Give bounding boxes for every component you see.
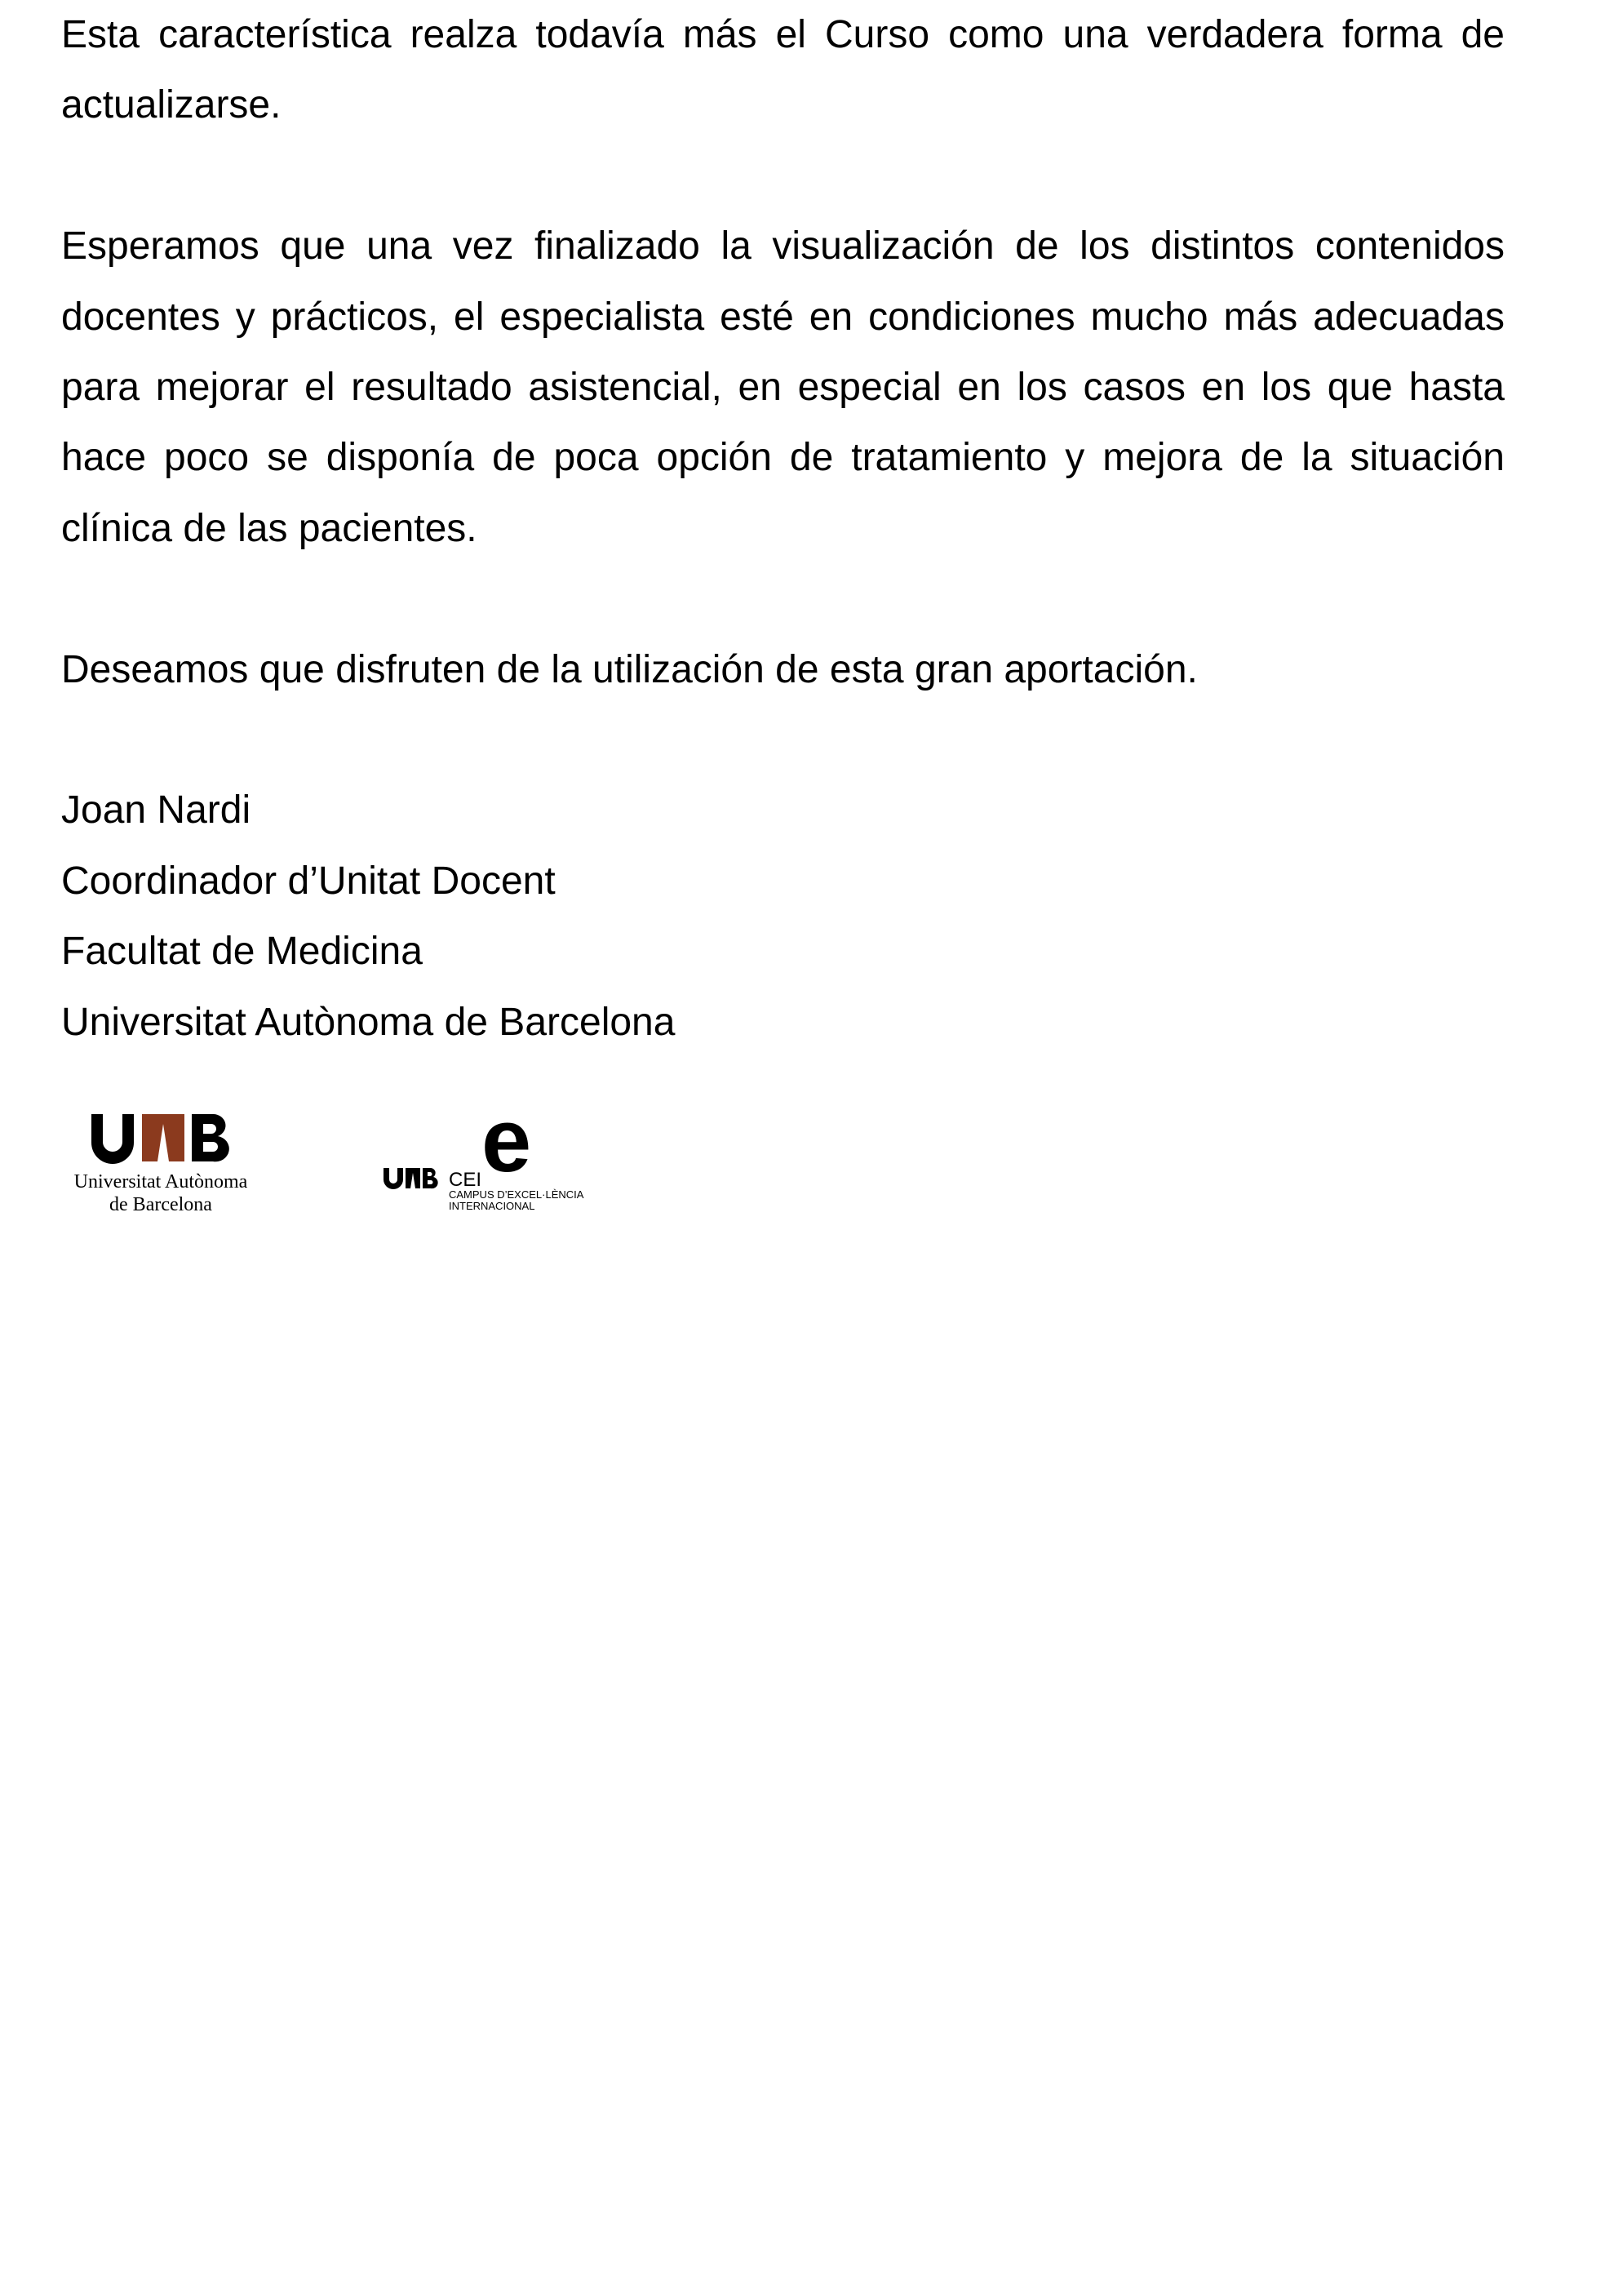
signature-name: Joan Nardi [61, 788, 251, 833]
cei-logo-text-line1: CAMPUS D’EXCEL·LÈNCIA [449, 1188, 584, 1201]
paragraph-1: Esta característica realza todavía más el Curso como una verdadera forma de actualizarse. [61, 13, 1505, 127]
signature-role: Coordinador d’Unitat Docent [61, 859, 556, 903]
uab-logo [61, 1106, 273, 1228]
logos-row [61, 1106, 632, 1228]
uab-logo-text-line1: Universitat Autònoma [73, 1171, 248, 1192]
paragraph-2: Esperamos que una vez finalizado la visualización de los distintos contenidos docentes y prácticos, el especialista esté en condiciones mucho más adecuadas para mejorar el resultado asistencial, en especial en los casos en los que hasta hace poco se disponía de poca opción de tratamiento y mejora de la situación clínica de las pacientes. [61, 224, 1505, 550]
signature-university: Universitat Autònoma de Barcelona [61, 1000, 676, 1044]
uab-cei-logo [384, 1106, 628, 1212]
paragraph-spacer [61, 141, 1505, 211]
document-page [61, 0, 1505, 1058]
uab-logo-text-line2: de Barcelona [109, 1194, 212, 1215]
paragraph-spacer [61, 705, 1505, 775]
cei-logo-e-mark: e [481, 1106, 532, 1191]
uab-logo-letter-b [192, 1114, 229, 1161]
cei-logo-letter-u [384, 1168, 403, 1189]
paragraph-3: Deseamos que disfruten de la utilización de esta gran aportación. [61, 647, 1198, 691]
cei-logo-cei-text: CEI [449, 1169, 482, 1191]
signature-faculty: Facultat de Medicina [61, 930, 423, 974]
cei-logo-text-line2: INTERNACIONAL [449, 1200, 535, 1212]
cei-logo-letter-b [423, 1168, 438, 1188]
uab-logo-letter-u [91, 1114, 134, 1164]
paragraph-spacer [61, 564, 1505, 634]
signature-block [61, 775, 1505, 1058]
